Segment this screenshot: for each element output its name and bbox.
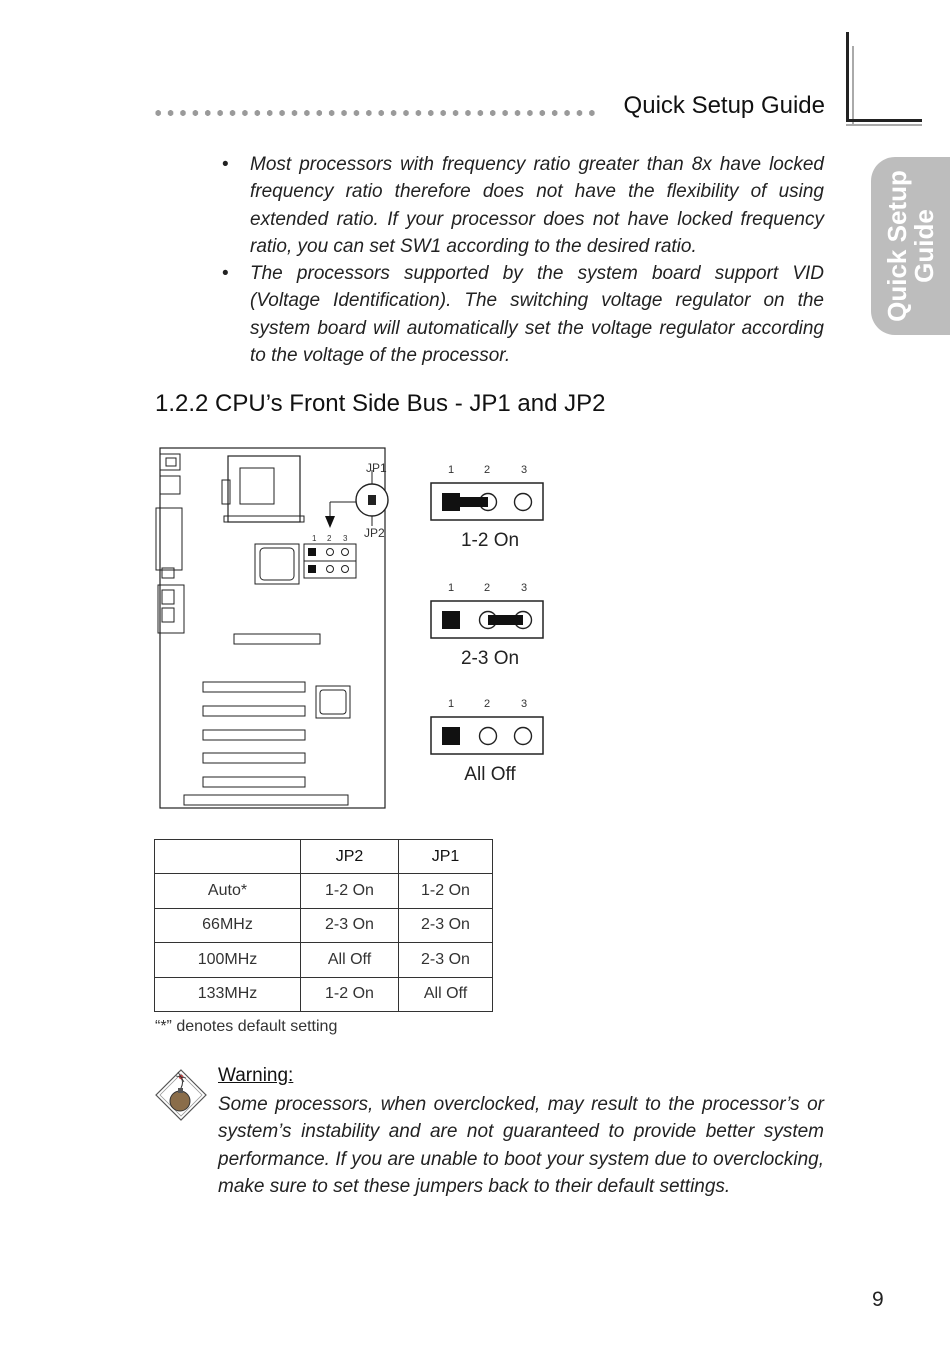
port-pin-block — [162, 608, 174, 622]
table-cell: 1-2 On — [301, 874, 399, 909]
chapter-side-tab — [871, 157, 950, 335]
agp-slot — [234, 634, 320, 644]
io-connector — [160, 476, 180, 494]
table-row — [155, 943, 493, 978]
pci-slot — [203, 730, 305, 740]
header-dotted-rule — [152, 109, 598, 117]
side-tab-label-line2: Guide — [908, 209, 939, 283]
table-cell: 2-3 On — [301, 908, 399, 943]
bullet-text: The processors supported by the system board support VID (Voltage Identification). The switching voltage regulator on the system board will automatically set the voltage regulator according to the voltage of the processor. — [250, 263, 824, 367]
isa-slot — [203, 777, 305, 787]
jumper-diagram-1-2-on — [430, 482, 546, 522]
jumper-pin — [342, 549, 349, 556]
pci-slot — [203, 706, 305, 716]
cpu-socket — [228, 456, 300, 522]
table-cell: 66MHz — [155, 908, 301, 943]
table-header-cell: JP2 — [301, 840, 399, 874]
page-number: 9 — [872, 1288, 884, 1311]
table-cell: All Off — [399, 977, 493, 1012]
jumper-pin — [342, 566, 349, 573]
fsb-settings-table — [154, 839, 493, 1012]
diagram-pin-number: 2 — [327, 534, 332, 543]
jumper-setting-label: 2-3 On — [460, 648, 520, 669]
table-row — [155, 874, 493, 909]
corner-mark-shadow — [852, 46, 854, 126]
motherboard-diagram — [150, 440, 395, 815]
side-tab-label-line1: Quick Setup — [881, 170, 912, 322]
table-header-row — [155, 840, 493, 874]
pin-number: 3 — [521, 464, 528, 476]
bullet-text: Most processors with frequency ratio greater than 8x have locked frequency ratio therefore does not have the flexibility of using extended ratio. If your processor does not have locked frequency ratio, you can set SW1 according to the desired ratio. — [250, 154, 824, 257]
jumper-pin-filled — [308, 565, 316, 573]
jumper-pin — [327, 566, 334, 573]
cpu-die — [240, 468, 274, 504]
pci-slot — [203, 682, 305, 692]
table-cell: 100MHz — [155, 943, 301, 978]
jumper-setting-label: All Off — [464, 764, 516, 785]
pin-number: 2 — [484, 464, 491, 476]
socket-base — [224, 516, 304, 522]
pci-slot — [203, 753, 305, 763]
jumper-cap — [448, 497, 488, 507]
pin-number: 3 — [521, 582, 528, 594]
pin-number: 1 — [448, 582, 455, 594]
jumper-diagram-all-off — [430, 716, 546, 756]
corner-mark-shadow — [846, 124, 922, 126]
socket-lever — [222, 480, 230, 504]
bullet-dot: • — [222, 263, 229, 285]
pin-number: 3 — [521, 698, 528, 710]
jumper-cap — [488, 615, 523, 625]
diagram-pin-number: 3 — [343, 534, 348, 543]
isa-slot — [184, 795, 348, 805]
jumper-pin-filled — [442, 611, 460, 629]
table-cell: 1-2 On — [301, 977, 399, 1012]
chipset — [255, 544, 299, 584]
io-connector-inner — [166, 458, 176, 466]
side-tab-label — [881, 170, 939, 322]
pin-number: 1 — [448, 464, 455, 476]
magnified-pins — [368, 495, 376, 505]
table-footnote: “*” denotes default setting — [155, 1018, 338, 1035]
list-item — [222, 151, 824, 260]
jumper-diagram-2-3-on — [430, 600, 546, 640]
notes-list — [222, 151, 824, 369]
port-pin-block — [162, 590, 174, 604]
section-title: 1.2.2 CPU’s Front Side Bus - JP1 and JP2 — [155, 390, 606, 417]
diagram-pin-number: 1 — [312, 534, 317, 543]
warning-title: Warning: — [218, 1065, 294, 1086]
table-header-cell: JP1 — [399, 840, 493, 874]
jumper-setting-label: 1-2 On — [460, 530, 520, 551]
table-row — [155, 977, 493, 1012]
table-cell: Auto* — [155, 874, 301, 909]
warning-text: Some processors, when overclocked, may result to the processor’s or system’s instability and are not guaranteed to provide better system performance. If you are unable to boot your system due to overclocking, make sure to set these jumpers back to their default settings. — [218, 1094, 824, 1197]
warning-bomb-icon — [154, 1068, 208, 1122]
arrow-head — [325, 516, 335, 528]
chipset-die — [260, 548, 294, 580]
jumper-pin-filled — [442, 727, 460, 745]
pin-number: 2 — [484, 698, 491, 710]
list-item — [222, 260, 824, 369]
page-header-title: Quick Setup Guide — [623, 92, 825, 119]
jumper-pin-filled — [308, 548, 316, 556]
corner-mark — [846, 119, 922, 122]
table-header-cell — [155, 840, 301, 874]
io-chip-die — [320, 690, 346, 714]
table-cell: 2-3 On — [399, 943, 493, 978]
table-cell: 1-2 On — [399, 874, 493, 909]
pin-number: 2 — [484, 582, 491, 594]
pin-number: 1 — [448, 698, 455, 710]
jp2-label: JP2 — [364, 526, 385, 540]
table-cell: 2-3 On — [399, 908, 493, 943]
jp1-label: JP1 — [366, 461, 387, 475]
table-cell: All Off — [301, 943, 399, 978]
corner-mark — [846, 32, 849, 122]
jumper-pin — [327, 549, 334, 556]
table-row — [155, 908, 493, 943]
io-connector — [160, 454, 180, 470]
table-cell: 133MHz — [155, 977, 301, 1012]
bullet-dot: • — [222, 154, 229, 175]
